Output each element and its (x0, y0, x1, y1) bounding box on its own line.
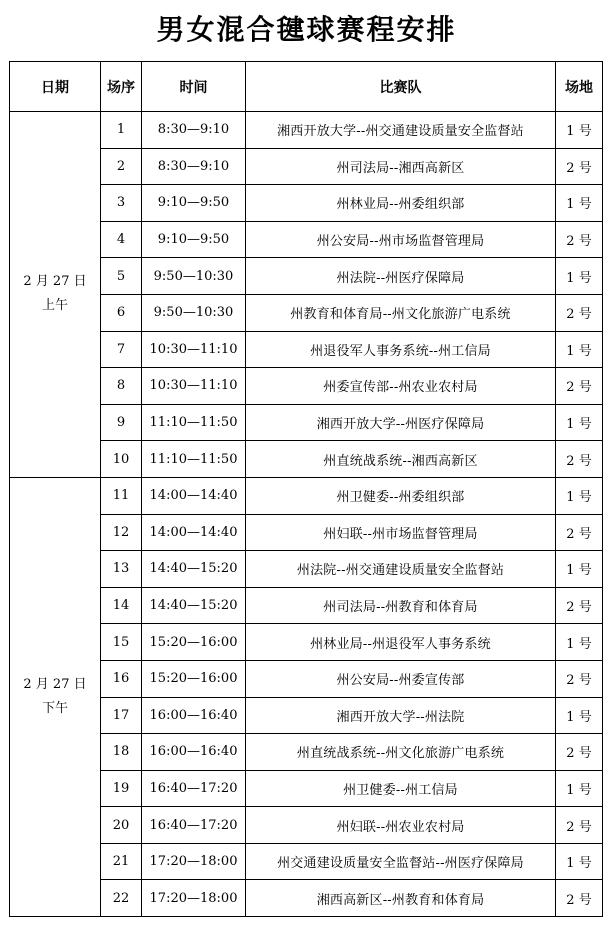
venue-cell: 1 号 (556, 551, 603, 588)
seq-cell: 10 (101, 441, 142, 478)
time-cell: 8:30—9:10 (142, 112, 246, 149)
period-label: 上午 (41, 298, 68, 314)
seq-cell: 17 (101, 697, 142, 734)
period-label: 下午 (41, 701, 68, 716)
schedule-table (9, 61, 603, 917)
seq-cell: 20 (101, 807, 142, 844)
seq-cell: 2 (101, 148, 142, 185)
header-seq: 场序 (101, 62, 142, 112)
teams-cell: 州法院--州交通建设质量安全监督站 (246, 551, 556, 588)
seq-cell: 12 (101, 514, 142, 551)
teams-cell: 州教育和体育局--州文化旅游广电系统 (246, 294, 556, 331)
page-title: 男女混合毽球赛程安排 (156, 13, 457, 46)
venue-cell: 1 号 (556, 331, 603, 368)
time-cell: 9:10—9:50 (142, 185, 246, 222)
seq-cell: 3 (101, 185, 142, 222)
venue-cell: 2 号 (556, 368, 603, 405)
teams-cell: 州卫健委--州委组织部 (246, 477, 556, 514)
seq-cell: 4 (101, 221, 142, 258)
venue-cell: 1 号 (556, 624, 603, 661)
venue-cell: 2 号 (556, 221, 603, 258)
date-label: 2 月 27 日 (23, 677, 87, 692)
teams-cell: 湘西高新区--州教育和体育局 (246, 880, 556, 917)
seq-cell: 5 (101, 258, 142, 295)
teams-cell: 州公安局--州市场监督管理局 (246, 221, 556, 258)
teams-cell: 州司法局--州教育和体育局 (246, 587, 556, 624)
seq-cell: 21 (101, 843, 142, 880)
table-row (10, 112, 603, 149)
venue-cell: 1 号 (556, 477, 603, 514)
venue-cell: 2 号 (556, 660, 603, 697)
time-cell: 16:40—17:20 (142, 770, 246, 807)
seq-cell: 22 (101, 880, 142, 917)
venue-cell: 1 号 (556, 404, 603, 441)
seq-cell: 7 (101, 331, 142, 368)
seq-cell: 6 (101, 294, 142, 331)
seq-cell: 14 (101, 587, 142, 624)
time-cell: 14:00—14:40 (142, 477, 246, 514)
seq-cell: 16 (101, 660, 142, 697)
time-cell: 8:30—9:10 (142, 148, 246, 185)
header-teams: 比赛队 (246, 62, 556, 112)
time-cell: 16:00—16:40 (142, 734, 246, 771)
teams-cell: 州公安局--州委宣传部 (246, 660, 556, 697)
venue-cell: 1 号 (556, 258, 603, 295)
teams-cell: 州妇联--州农业农村局 (246, 807, 556, 844)
table-row (10, 477, 603, 514)
venue-cell: 2 号 (556, 148, 603, 185)
venue-cell: 2 号 (556, 441, 603, 478)
venue-cell: 1 号 (556, 843, 603, 880)
venue-cell: 1 号 (556, 770, 603, 807)
time-cell: 14:00—14:40 (142, 514, 246, 551)
teams-cell: 湘西开放大学--州医疗保障局 (246, 404, 556, 441)
seq-cell: 11 (101, 477, 142, 514)
teams-cell: 湘西开放大学--州交通建设质量安全监督站 (246, 112, 556, 149)
venue-cell: 2 号 (556, 807, 603, 844)
schedule-body (10, 112, 603, 917)
venue-cell: 2 号 (556, 880, 603, 917)
teams-cell: 州林业局--州退役军人事务系统 (246, 624, 556, 661)
time-cell: 10:30—11:10 (142, 368, 246, 405)
teams-cell: 州林业局--州委组织部 (246, 185, 556, 222)
time-cell: 14:40—15:20 (142, 551, 246, 588)
teams-cell: 州法院--州医疗保障局 (246, 258, 556, 295)
time-cell: 15:20—16:00 (142, 624, 246, 661)
time-cell: 11:10—11:50 (142, 404, 246, 441)
time-cell: 15:20—16:00 (142, 660, 246, 697)
date-cell (10, 112, 101, 478)
venue-cell: 2 号 (556, 734, 603, 771)
seq-cell: 8 (101, 368, 142, 405)
seq-cell: 9 (101, 404, 142, 441)
teams-cell: 湘西开放大学--州法院 (246, 697, 556, 734)
teams-cell: 州卫健委--州工信局 (246, 770, 556, 807)
venue-cell: 2 号 (556, 294, 603, 331)
date-label: 2 月 27 日 (23, 274, 87, 290)
header-venue: 场地 (556, 62, 603, 112)
teams-cell: 州直统战系统--湘西高新区 (246, 441, 556, 478)
teams-cell: 州退役军人事务系统--州工信局 (246, 331, 556, 368)
teams-cell: 州委宣传部--州农业农村局 (246, 368, 556, 405)
seq-cell: 13 (101, 551, 142, 588)
time-cell: 9:50—10:30 (142, 258, 246, 295)
venue-cell: 1 号 (556, 185, 603, 222)
time-cell: 16:40—17:20 (142, 807, 246, 844)
time-cell: 17:20—18:00 (142, 843, 246, 880)
teams-cell: 州司法局--湘西高新区 (246, 148, 556, 185)
teams-cell: 州妇联--州市场监督管理局 (246, 514, 556, 551)
venue-cell: 1 号 (556, 697, 603, 734)
date-cell (10, 477, 101, 916)
teams-cell: 州直统战系统--州文化旅游广电系统 (246, 734, 556, 771)
time-cell: 17:20—18:00 (142, 880, 246, 917)
seq-cell: 15 (101, 624, 142, 661)
time-cell: 10:30—11:10 (142, 331, 246, 368)
teams-cell: 州交通建设质量安全监督站--州医疗保障局 (246, 843, 556, 880)
venue-cell: 1 号 (556, 112, 603, 149)
time-cell: 14:40—15:20 (142, 587, 246, 624)
header-date: 日期 (10, 62, 101, 112)
time-cell: 16:00—16:40 (142, 697, 246, 734)
venue-cell: 2 号 (556, 587, 603, 624)
venue-cell: 2 号 (556, 514, 603, 551)
time-cell: 9:50—10:30 (142, 294, 246, 331)
time-cell: 9:10—9:50 (142, 221, 246, 258)
seq-cell: 1 (101, 112, 142, 149)
time-cell: 11:10—11:50 (142, 441, 246, 478)
header-time: 时间 (142, 62, 246, 112)
seq-cell: 18 (101, 734, 142, 771)
seq-cell: 19 (101, 770, 142, 807)
header-row (10, 62, 603, 112)
